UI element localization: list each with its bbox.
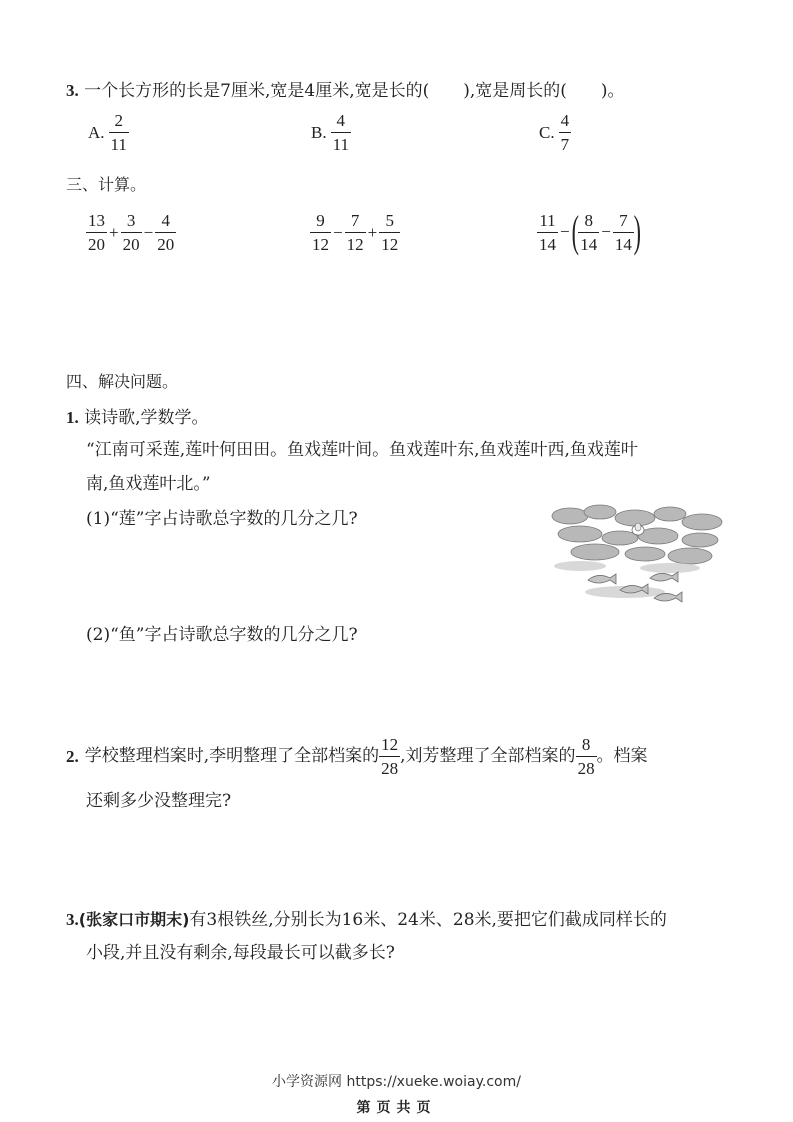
problem1-sub1: (1)“莲”字占诗歌总字数的几分之几? (86, 509, 358, 529)
problem2-text-a: 学校整理档案时,李明整理了全部档案的 (84, 746, 380, 766)
lotus-pond-illustration (550, 500, 728, 606)
problem1-sub2: (2)“鱼”字占诗歌总字数的几分之几? (86, 625, 358, 645)
fraction-numerator: 3 (126, 211, 136, 230)
poem-line-2: 南,鱼戏莲叶北。” (86, 474, 211, 494)
fraction-numerator: 7 (619, 210, 628, 230)
right-paren: ) (633, 207, 641, 256)
problem3-text: 有3根铁丝,分别长为16米、24米、28米,要把它们截成同样长的 (189, 910, 667, 930)
option-a (88, 112, 129, 153)
problem2-number: 2. (66, 747, 79, 766)
fraction (613, 212, 634, 253)
fraction-numerator: 4 (560, 111, 570, 130)
fraction-denominator: 20 (86, 232, 107, 253)
fraction-numerator: 4 (336, 111, 346, 130)
operator: + (109, 222, 119, 242)
option-a-label: A. (88, 122, 105, 142)
fraction-denominator: 14 (613, 232, 634, 253)
fraction (379, 736, 400, 777)
option-b-fraction (331, 112, 351, 153)
fraction (537, 212, 558, 253)
fraction-denominator: 28 (379, 756, 400, 777)
fraction-denominator: 12 (310, 232, 331, 253)
calc-expression-1 (86, 212, 176, 253)
fraction-denominator: 11 (331, 132, 351, 153)
problem2-line2: 还剩多少没整理完? (86, 791, 232, 811)
option-a-fraction (109, 112, 129, 153)
problem1-heading (66, 409, 209, 427)
problem2-text-c: 。档案 (596, 746, 648, 766)
fraction-denominator: 14 (537, 232, 558, 253)
problem3-line1 (66, 911, 667, 929)
fraction-numerator: 5 (385, 211, 394, 230)
fraction-denominator: 11 (109, 132, 129, 153)
fraction (576, 736, 597, 777)
operator: + (367, 222, 378, 242)
problem3-source-tag: (张家口市期末) (78, 910, 190, 929)
option-c-label: C. (539, 122, 555, 142)
fraction (155, 212, 176, 253)
q3-choice-line (66, 82, 625, 100)
fraction-numerator: 8 (584, 210, 593, 230)
fraction-numerator: 8 (581, 735, 591, 754)
problem1-title: 读诗歌,学数学。 (84, 408, 209, 428)
fraction-denominator: 12 (379, 232, 400, 253)
fraction-numerator: 11 (539, 210, 556, 230)
fraction-denominator: 7 (559, 132, 572, 153)
fraction-denominator: 20 (155, 232, 176, 253)
fraction (310, 212, 331, 253)
calc-expression-2 (310, 212, 400, 253)
fraction (86, 212, 107, 253)
left-paren: ( (571, 207, 579, 256)
footer-site: 小学资源网 https://xueke.woiay.com/ (272, 1074, 521, 1090)
section3-title: 三、计算。 (66, 175, 147, 194)
fraction-numerator: 7 (350, 211, 360, 230)
fraction-numerator: 12 (381, 735, 399, 754)
problem2-text-b: ,刘芳整理了全部档案的 (400, 746, 576, 766)
fraction-numerator: 4 (161, 211, 170, 230)
footer-page: 第页共页 (356, 1100, 437, 1116)
option-b-label: B. (311, 122, 327, 142)
fraction (345, 212, 366, 253)
section4-title: 四、解决问题。 (66, 372, 179, 391)
fraction-denominator: 20 (121, 232, 142, 253)
problem2-line1 (66, 736, 648, 777)
fraction-numerator: 2 (114, 111, 123, 130)
fraction (121, 212, 142, 253)
problem3-number: 3. (66, 910, 79, 929)
fraction (379, 212, 400, 253)
option-c-fraction (559, 112, 572, 153)
operator: − (601, 222, 611, 241)
problem1-number: 1. (66, 408, 79, 427)
fraction-denominator: 12 (345, 232, 366, 253)
q3-number: 3. (66, 81, 79, 100)
operator: − (143, 222, 154, 242)
option-b (311, 112, 351, 153)
option-c (539, 112, 571, 153)
problem3-line2: 小段,并且没有剩余,每段最长可以截多长? (86, 943, 395, 963)
poem-line-1: “江南可采莲,莲叶何田田。鱼戏莲叶间。鱼戏莲叶东,鱼戏莲叶西,鱼戏莲叶 (86, 440, 638, 460)
q3-text: 一个长方形的长是7厘米,宽是4厘米,宽是长的( ),宽是周长的( )。 (84, 81, 625, 101)
fraction (578, 212, 599, 253)
fraction-denominator: 14 (578, 232, 599, 253)
fraction-numerator: 9 (316, 211, 325, 230)
fraction-numerator: 13 (88, 211, 105, 230)
fraction-denominator: 28 (576, 756, 597, 777)
calc-expression-3 (537, 207, 641, 256)
operator: − (560, 222, 570, 241)
operator: − (333, 222, 343, 242)
